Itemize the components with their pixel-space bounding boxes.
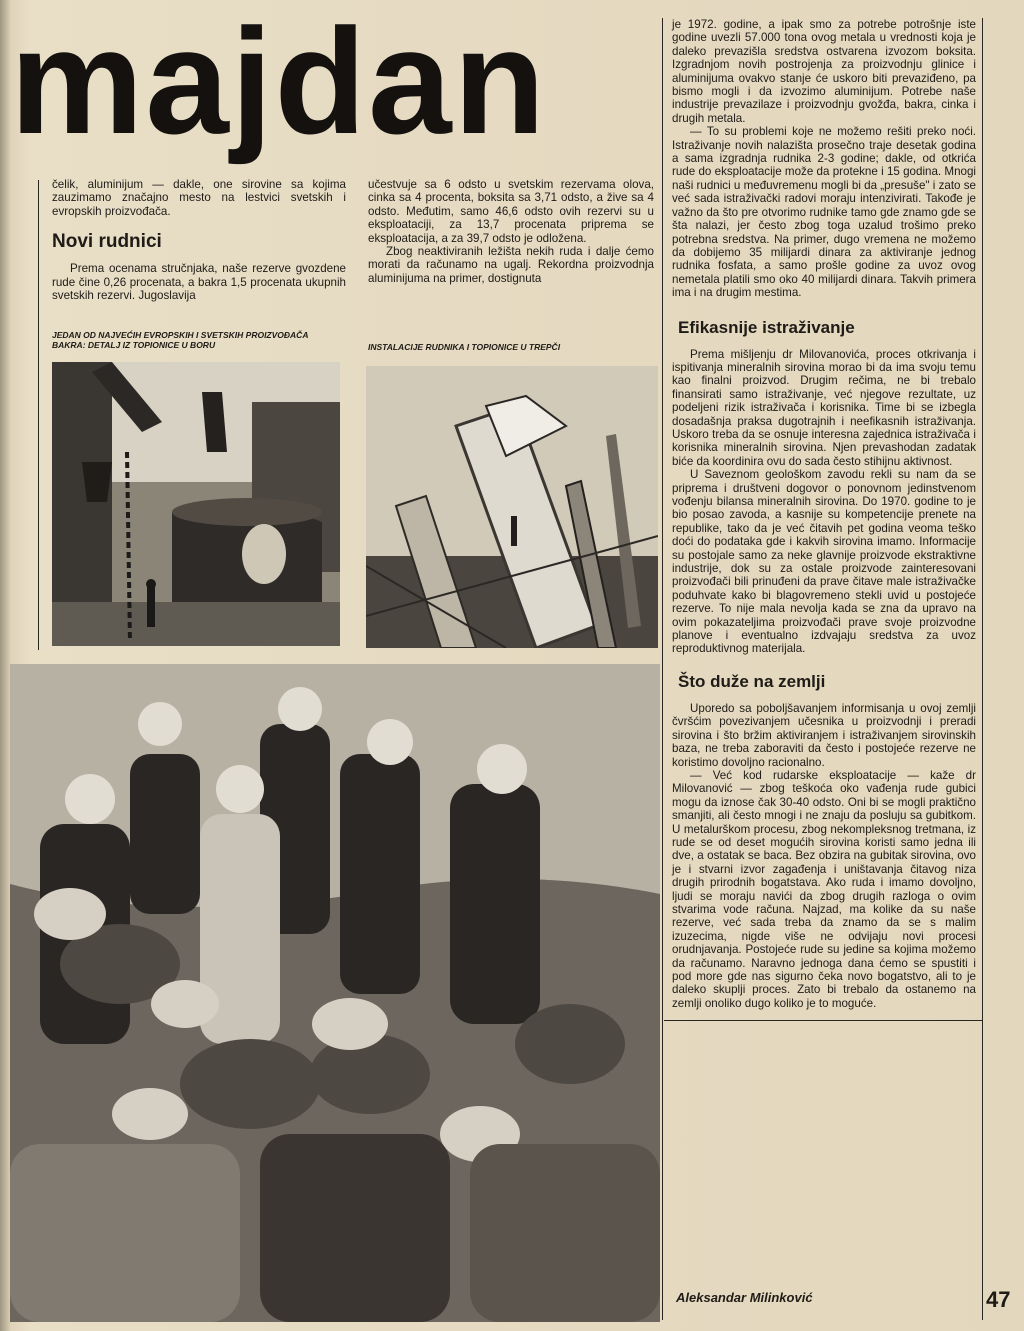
photo-miners-group [10,664,660,1322]
column-1 [52,178,346,302]
photo-smelter-bor [52,362,340,646]
caption-trepca: INSTALACIJE RUDNIKA I TOPIONICE U TREPČI [368,342,561,352]
page-number: 47 [986,1287,1011,1312]
col3-paragraph-3: Prema mišljenju dr Milovanovića, proces otkrivanja i ispitivanja mineralnih sirovina morao bi da ima svoju temu kao finalni proizvod. Drugim rečima, ne bi trebalo finansirati samo istraživanje, već njegove rezultate, uz podeljeni rizik istraživača i korisnika. Time bi se izbegla dosadašnja praksa dugotrajnih i neefikasnih istraživanja. Uskoro treba da se osnuje interesna zajednica istraživača i korisnika mineralnih sirovina. Njen prevashodan zadatak biće da koordinira ovu do sada često stihijnu aktivnost. [672,347,976,468]
col2-paragraph-2: Zbog neaktiviranih ležišta nekih ruda i dalje ćemo morati da računamo na ugalj. Rekordna proizvodnja aluminijuma na primer, dostignuta [368,245,654,285]
col3-paragraph-2: — To su problemi koje ne možemo rešiti preko noći. Istraživanje novih nalazišta prosečno traje desetak godina a sama izgradnja rudnika 2-3 godine; dakle, od otkrića rude do eksploatacije može da protekne i 15 godina. Mnogi naši rudnici u međuvremenu mogli bi da „presuše" i zato se već sada istraživački radovi moraju intenzivirati. Takođe je važno da što pre otvorimo rudnike tamo gde znamo gde se šta nalazi, jer često zbog toga uzalud trošimo preko potrebna sredstva. Na primer, dugo vremena ne možemo da dobijemo 35 milijardi dinara za aktiviranje jednog rudnika fosfata, a samo prošle godine za uvoz ovog nemetala platili smo oko 40 milijardi dinara. Takvih primera ima i na drugim mestima. [672,125,976,300]
subhead-novi-rudnici: Novi rudnici [52,231,162,253]
headline: majdan [10,6,548,165]
subhead-sto-duze-na-zemlji: Što duže na zemlji [678,671,826,691]
outer-rule-right [982,18,983,1320]
column-rule-left [38,180,39,650]
col3-paragraph-6: — Već kod rudarske eksploatacije — kaže dr Milovanović — zbog teškoća oko vađenja rude gubici mogu da iznose čak 30-40 odsto. Oni bi se mogli praktično smanjiti, ali često mnogi i ne znaju da posluju sa gubitkom. U metalurškom procesu, zbog nekompleksnog tretmana, iz rude se od deset mogućih sirovina koristi samo jedna ili dve, a ostatak se baca. Bez obzira na gubitak sirovina, ovo je i stvarni izvor zagađenja i uništavanja čitavog niza drugih prirodnih bogatstava. Ako ruda i imamo dovoljno, ljudi se moraju navići da zbog drugih razloga o ovim stvarima vode računa. Najzad, ma kolike da su naše rezerve, već sada treba da znamo da se s malim izuzecima, nigde više ne odvijaju novi procesi orudnjavanja. Postojeće rude su jedine sa kojima možemo da računamo. Naravno jednoga dana ćemo se spustiti i pod more gde nas sigurno čeka novo bogatstvo, ali to je daleko skuplji proces. Zato bi trebalo da ostanemo na zemlji onoliko dugo koliko je to moguće. [672,768,976,1010]
author-rule [664,1020,982,1021]
page-spine [0,0,10,1331]
col3-paragraph-1: je 1972. godine, a ipak smo za potrebe potrošnje iste godine uvezli 57.000 tona ovog metala u vrednosti koja je daleko prevazišla sredstva ostvarena izvozom boksita. Izgradnjom novih postrojenja za proizvodnju glinice i aluminijuma ovakvo stanje će uskoro biti prevaziđeno, pa bismo mogli i da izvozimo aluminijum. Potrebe naše industrije prevazilaze i proizvodnju gvožđa, bakra, cinka i drugih metala. [672,18,976,125]
col2-paragraph-1: učestvuje sa 6 odsto u svetskim rezervama olova, cinka sa 4 procenta, boksita sa 3,71 odsto, a žive sa 4 odsto. Međutim, samo 46,6 odsto ovih rezervi su u eksploataciji, za 13,7 procenata priprema se eksploatacija, a za 39,7 odsto je odložena. [368,178,654,245]
column-rule-right [662,18,663,1320]
caption-bor: JEDAN OD NAJVEĆIH EVROPSKIH I SVETSKIH PROIZVOĐAČA BAKRA: DETALJ IZ TOPIONICE U BORU [52,330,309,350]
photo-trepca-installations [366,366,658,648]
column-2 [368,178,654,285]
col3-paragraph-4: U Saveznom geološkom zavodu rekli su nam da se priprema i društveni dogovor o ponovnom jedinstvenom vođenju bilansa mineralnih sirovina. Do 1970. godine to je bio posao zavoda, a kasnije su kompetencije prenete na republike, tako da je već čitavih pet godina veoma teško doći do podataka gde i kakvih sirovina imamo. Informacije su postojale samo za neke glavnije proizvode ekstraktivne industrije, dok su za ostale proizvode zainteresovani proizvođači bili prinuđeni da prave čitave male istraživačke poduhvate kako bi blagovremeno stekli uvid u postojeće rezerve. To nije mala nevolja kada se zna da upravo na ovim pokazateljima proizvođači prave svoje proizvodne planove i eventualno izdvajaju sredstva za uvoz reproduktivnog materijala. [672,468,976,656]
column-3 [672,18,976,1010]
col1-intro: čelik, aluminijum — dakle, one sirovine sa kojima zauzimamo značajno mesto na lestvici svetskih i evropskih proizvođača. [52,178,346,218]
subhead-efikasnije-istrazivanje: Efikasnije istraživanje [678,317,855,337]
col3-paragraph-5: Uporedo sa poboljšavanjem informisanja u ovoj zemlji čvršćim povezivanjem učesnika u proizvodnji i preradi sirovina i što bržim aktiviranjem i istraživanjem sirovinskih baza, ne treba zaboraviti da često i postojeće rezerve ne koristimo dovoljno racionalno. [672,701,976,769]
author-byline: Aleksandar Milinković [676,1290,813,1305]
col1-paragraph: Prema ocenama stručnjaka, naše rezerve gvozdene rude čine 0,26 procenata, a bakra 1,5 procenata ukupnih svetskih rezervi. Jugoslavija [52,262,346,303]
